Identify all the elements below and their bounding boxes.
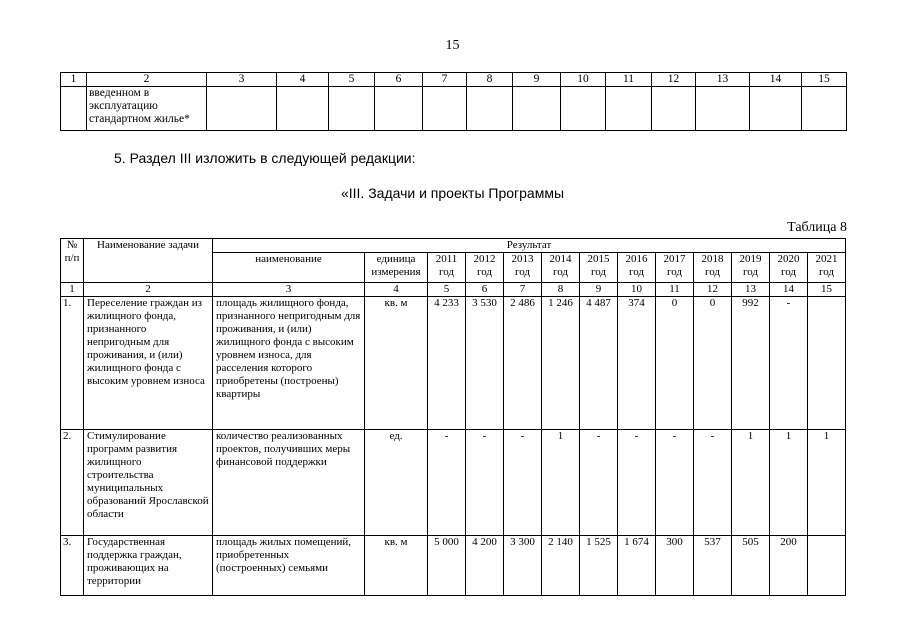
- section-heading: «III. Задачи и проекты Программы: [340, 185, 565, 201]
- col-number: 12: [694, 283, 732, 297]
- table-cell: [329, 87, 375, 131]
- unit: кв. м: [365, 536, 428, 596]
- table-cell: [423, 87, 467, 131]
- col-number: 14: [770, 283, 808, 297]
- header-year: 2011 год: [428, 253, 466, 283]
- row-number: 3.: [61, 536, 84, 596]
- header-year: 2020 год: [770, 253, 808, 283]
- page-number: 15: [445, 38, 460, 53]
- row-number: 1.: [61, 297, 84, 430]
- header-year: 2014 год: [542, 253, 580, 283]
- col-number: 1: [61, 283, 84, 297]
- header-year: 2017 год: [656, 253, 694, 283]
- table-cell: [375, 87, 423, 131]
- col-number: 6: [375, 73, 423, 87]
- value-cell: -: [618, 430, 656, 536]
- table-cell: [652, 87, 696, 131]
- value-cell: 0: [694, 297, 732, 430]
- table-cell: [207, 87, 277, 131]
- table-cell: [696, 87, 750, 131]
- col-number: 12: [652, 73, 696, 87]
- value-cell: -: [656, 430, 694, 536]
- value-cell: 992: [732, 297, 770, 430]
- value-cell: 1 674: [618, 536, 656, 596]
- col-number: 8: [542, 283, 580, 297]
- table-row: [61, 87, 847, 131]
- column-number-row: [61, 283, 846, 297]
- value-cell: 300: [656, 536, 694, 596]
- value-cell: 4 200: [466, 536, 504, 596]
- table-cell: [561, 87, 606, 131]
- value-cell: [808, 297, 846, 430]
- col-number: 4: [365, 283, 428, 297]
- value-cell: 2 486: [504, 297, 542, 430]
- continued-table-header-row: [61, 73, 847, 87]
- col-number: 15: [808, 283, 846, 297]
- value-cell: 200: [770, 536, 808, 596]
- row-number: 2.: [61, 430, 84, 536]
- table-cell: [606, 87, 652, 131]
- col-number: 2: [87, 73, 207, 87]
- col-number: 15: [802, 73, 847, 87]
- col-number: 14: [750, 73, 802, 87]
- col-number: 5: [329, 73, 375, 87]
- indicator-name: площадь жилищного фонда, признанного непригодным для проживания, и (или) жилищного фонда с высоким уровнем износа, для расселения которого приобретены (построены) квартиры: [213, 297, 365, 430]
- header-year: 2012 год: [466, 253, 504, 283]
- value-cell: -: [504, 430, 542, 536]
- table-label: Таблица 8: [787, 220, 847, 235]
- col-number: 7: [423, 73, 467, 87]
- value-cell: 3 300: [504, 536, 542, 596]
- header-result: Результат: [213, 239, 846, 253]
- continued-table: [60, 72, 847, 131]
- value-cell: 1: [542, 430, 580, 536]
- table-cell: [277, 87, 329, 131]
- table-cell: [513, 87, 561, 131]
- value-cell: 4 233: [428, 297, 466, 430]
- table-row: [61, 430, 846, 536]
- header-year: 2013 год: [504, 253, 542, 283]
- value-cell: [808, 536, 846, 596]
- value-cell: 1: [808, 430, 846, 536]
- col-number: 9: [513, 73, 561, 87]
- text-line: эксплуатацию: [89, 100, 158, 112]
- header-year: 2018 год: [694, 253, 732, 283]
- value-cell: 1: [732, 430, 770, 536]
- indicator-name: количество реализованных проектов, получивших меры финансовой поддержки: [213, 430, 365, 536]
- task-name: Государственная поддержка граждан, проживающих на территории: [84, 536, 213, 596]
- header-year: 2015 год: [580, 253, 618, 283]
- value-cell: 3 530: [466, 297, 504, 430]
- header-year: 2019 год: [732, 253, 770, 283]
- table-cell: [467, 87, 513, 131]
- table-cell-text: [87, 87, 207, 131]
- header-row: [61, 239, 846, 253]
- col-number: 13: [732, 283, 770, 297]
- value-cell: -: [694, 430, 732, 536]
- text-line: стандартном жилье*: [89, 113, 190, 125]
- value-cell: 505: [732, 536, 770, 596]
- value-cell: 1: [770, 430, 808, 536]
- col-number: 2: [84, 283, 213, 297]
- col-number: 9: [580, 283, 618, 297]
- col-number: 7: [504, 283, 542, 297]
- table-cell: [61, 87, 87, 131]
- header-unit: единица измерения: [365, 253, 428, 283]
- value-cell: -: [580, 430, 618, 536]
- table-row: [61, 297, 846, 430]
- col-number: 6: [466, 283, 504, 297]
- value-cell: 5 000: [428, 536, 466, 596]
- col-number: 3: [213, 283, 365, 297]
- table-cell: [750, 87, 802, 131]
- value-cell: 2 140: [542, 536, 580, 596]
- header-year: 2021 год: [808, 253, 846, 283]
- task-name: Стимулирование программ развития жилищного строительства муниципальных образований Ярославской области: [84, 430, 213, 536]
- header-year: 2016 год: [618, 253, 656, 283]
- header-task: Наименование задачи: [84, 239, 213, 283]
- col-number: 11: [606, 73, 652, 87]
- col-number: 10: [618, 283, 656, 297]
- text-line: введенном в: [89, 87, 150, 99]
- col-number: 3: [207, 73, 277, 87]
- col-number: 11: [656, 283, 694, 297]
- tasks-table: [60, 238, 846, 596]
- value-cell: -: [466, 430, 504, 536]
- value-cell: 4 487: [580, 297, 618, 430]
- value-cell: -: [428, 430, 466, 536]
- header-num: № п/п: [61, 239, 84, 283]
- value-cell: 537: [694, 536, 732, 596]
- value-cell: -: [770, 297, 808, 430]
- col-number: 8: [467, 73, 513, 87]
- col-number: 5: [428, 283, 466, 297]
- value-cell: 374: [618, 297, 656, 430]
- col-number: 1: [61, 73, 87, 87]
- table-cell: [802, 87, 847, 131]
- paragraph-text: 5. Раздел III изложить в следующей редакции:: [114, 150, 416, 166]
- header-indicator-name: наименование: [213, 253, 365, 283]
- task-name: Переселение граждан из жилищного фонда, признанного непригодным для проживания, и (или) жилищного фонда с высоким уровнем износа: [84, 297, 213, 430]
- col-number: 4: [277, 73, 329, 87]
- table-row: [61, 536, 846, 596]
- col-number: 10: [561, 73, 606, 87]
- unit: ед.: [365, 430, 428, 536]
- col-number: 13: [696, 73, 750, 87]
- value-cell: 1 525: [580, 536, 618, 596]
- indicator-name: площадь жилых помещений, приобретенных (построенных) семьями: [213, 536, 365, 596]
- value-cell: 1 246: [542, 297, 580, 430]
- unit: кв. м: [365, 297, 428, 430]
- value-cell: 0: [656, 297, 694, 430]
